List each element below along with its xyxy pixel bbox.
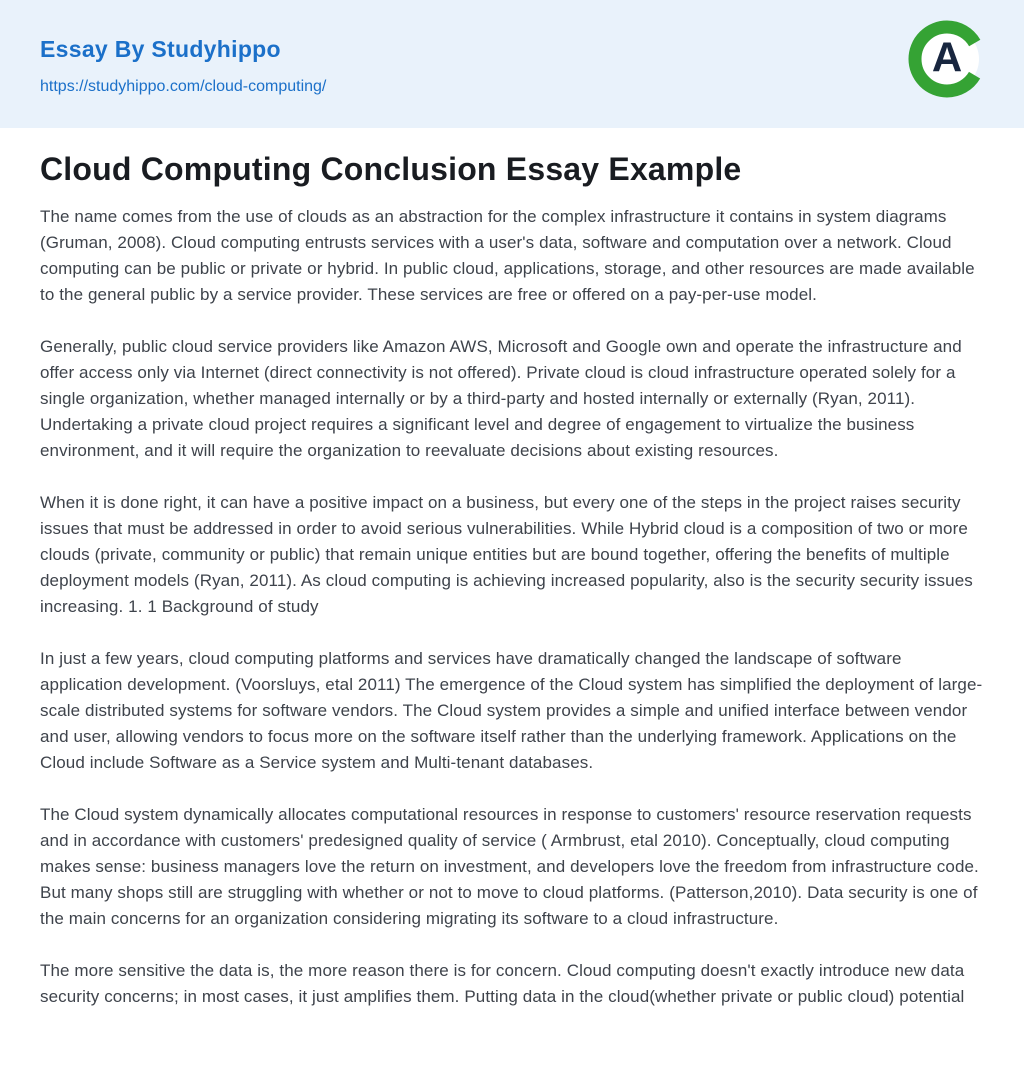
essay-paragraph-4: In just a few years, cloud computing platforms and services have dramatically changed the landscape of software application development. (Voorsluys, etal 2011) The emergence of the Cloud system has simplified the deployment of large-scale distributed systems for software vendors. The Cloud system provides a simple and unified interface between vendor and user, allowing vendors to focus more on the software itself rather than the underlying framework. Applications on the Cloud include Software as a Service system and Multi-tenant databases. [40,649,983,773]
essay-body [40,204,984,1010]
essay-paragraph-5: The Cloud system dynamically allocates computational resources in response to customers' resource reservation requests and in accordance with customers' predesigned quality of service ( Armbrust, etal 2010). Conceptually, cloud computing makes sense: business managers love the return on investment, and developers love the freedom from infrastructure code. But many shops still are struggling with whether or not to move to cloud platforms. (Patterson,2010). Data security is one of the main concerns for an organization considering migrating its software to a cloud infrastructure. [40,805,979,929]
site-header [0,0,1024,128]
studyhippo-logo [908,20,986,98]
essay-article [0,128,1024,1076]
essay-paragraph-3: When it is done right, it can have a positive impact on a business, but every one of the steps in the project raises security issues that must be addressed in order to avoid serious vulnerabilities. While Hybrid cloud is a composition of two or more clouds (private, community or public) that remain unique entities but are bound together, offering the benefits of multiple deployment models (Ryan, 2011). As cloud computing is achieving increased popularity, also is the security security issues increasing. 1. 1 Background of study [40,493,973,617]
essay-title: Cloud Computing Conclusion Essay Example [40,151,742,187]
essay-paragraph-6: The more sensitive the data is, the more reason there is for concern. Cloud computing doesn't exactly introduce new data security concerns; in most cases, it just amplifies them. Putting data in the cloud(whether private or public cloud) potential [40,961,965,1007]
logo-letter: A [931,33,963,81]
essay-paragraph-1: The name comes from the use of clouds as an abstraction for the complex infrastructure it contains in system diagrams (Gruman, 2008). Cloud computing entrusts services with a user's data, software and computation over a network. Cloud computing can be public or private or hybrid. In public cloud, applications, storage, and other resources are made available to the general public by a service provider. These services are free or offered on a pay-per-use model. [40,207,975,305]
essay-paragraph-2: Generally, public cloud service providers like Amazon AWS, Microsoft and Google own and operate the infrastructure and offer access only via Internet (direct connectivity is not offered). Private cloud is cloud infrastructure operated solely for a single organization, whether managed internally or by a third-party and hosted internally or externally (Ryan, 2011). Undertaking a private cloud project requires a significant level and degree of engagement to virtualize the business environment, and it will require the organization to reevaluate decisions about existing resources. [40,337,962,461]
site-title-link[interactable]: Essay By Studyhippo [40,36,281,62]
source-url-link[interactable]: https://studyhippo.com/cloud-computing/ [40,78,327,95]
